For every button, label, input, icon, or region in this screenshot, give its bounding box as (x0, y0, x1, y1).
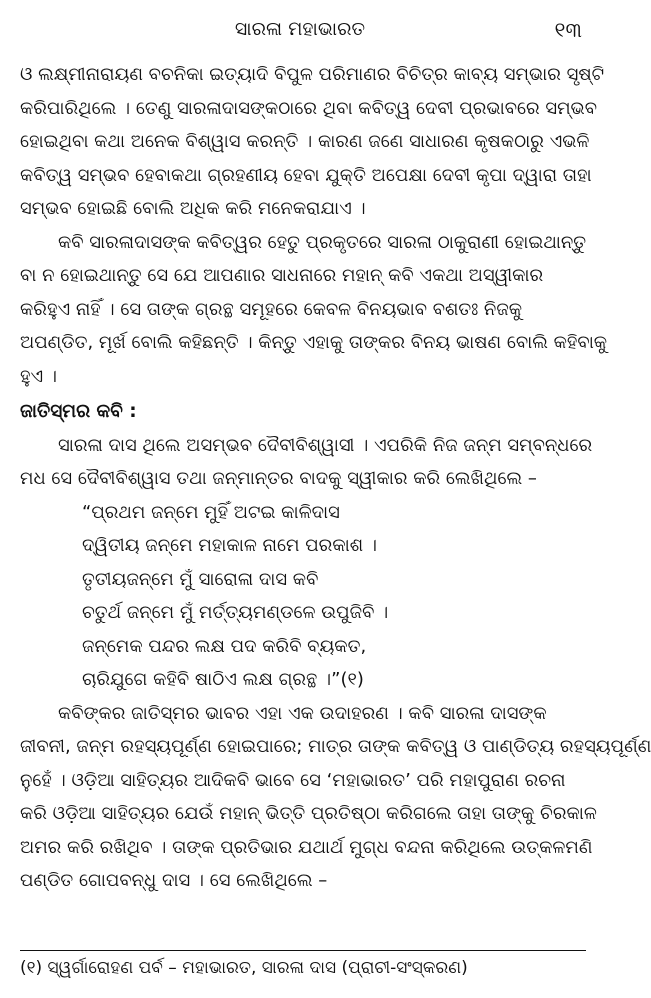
text-line: ମଧ ସେ ଦୈବୀବିଶ୍ୱାସ ତଥା ଜନ୍ମାନ୍ତର ବାଦକୁ ସ୍ୱୀକାର କରି ଲେଖିଥିଲେ – (20, 468, 537, 489)
text-line: ବା ନ ହୋଇଥାନ୍ତୁ ସେ ଯେ ଆପଣାର ସାଧନାରେ ମହାନ୍ କବି ଏକଥା ଅସ୍ୱୀକାର (20, 265, 544, 286)
footnote: (୧) ସ୍ୱର୍ଗାରୋହଣ ପର୍ବ – ମହାଭାରତ, ସାରଳା ଦାସ (ପ୍ରାଚୀ-ସଂସ୍କରଣ) (20, 958, 468, 978)
text-line: ପଣ୍ଡିତ ଗୋପବନ୍ଧୁ ଦାସ । ସେ ଲେଖିଥିଲେ – (20, 870, 328, 891)
verse-line: ଚତୁର୍ଥ ଜନ୍ମେ ମୁଁ ମର୍ତ୍ତ୍ୟମଣ୍ଡଳେ ଉପୁଜିବି । (82, 602, 389, 623)
text-line: କବିଙ୍କର ଜାତିସ୍ମର ଭାବର ଏହା ଏକ ଉଦାହରଣ । କବି ସାରଳା ଦାସଙ୍କ (58, 702, 547, 724)
text-line: କରିହୁଏ ନାହିଁ । ସେ ତାଙ୍କ ଗ୍ରନ୍ଥ ସମୂହରେ କେବଳ ବିନୟଭାବ ବଶତଃ ନିଜକୁ (20, 298, 523, 320)
text-line: ଅପଣ୍ଡିତ, ମୂର୍ଖ ବୋଲି କହିଛନ୍ତି । କିନ୍ତୁ ଏହାକୁ ତାଙ୍କର ବିନୟ ଭାଷଣ ବୋଲି କହିବାକୁ (20, 332, 608, 353)
text-line: ହୁଏ । (20, 365, 57, 387)
closing-paragraph (20, 697, 651, 898)
verse-line: ଦ୍ୱିତୀୟ ଜନ୍ମେ ମହାକାଳ ନାମେ ପରକାଶ । (82, 535, 377, 556)
text-line: ହୋଇଥିବା କଥା ଅନେକ ବିଶ୍ୱାସ କରନ୍ତି । କାରଣ ଜଣେ ସାଧାରଣ କୃଷକଠାରୁ ଏଭଳି (20, 131, 590, 152)
page-number: ୧୩ (554, 18, 582, 42)
verse-line: ତୃତୀୟଜନ୍ମେ ମୁଁ ସାରୋଳା ଦାସ କବି (82, 568, 319, 590)
paragraph-1 (20, 58, 605, 226)
verse-line: “ପ୍ରଥମ ଜନ୍ମେ ମୁହିଁ ଅଟଇ କାଳିଦାସ (82, 501, 340, 523)
running-title: ସାରଳା ମହାଭାରତ (234, 18, 366, 40)
footnote-divider (20, 950, 586, 951)
text-line: ନୁହେଁ । ଓଡ଼ିଆ ସାହିତ୍ୟର ଆଦିକବି ଭାବେ ସେ ‘ମହାଭାରତ’ ପରି ମହାପୁରାଣ ରଚନା (20, 769, 566, 791)
paragraph-2 (20, 226, 608, 394)
section-heading: ଜାତିସ୍ମର କବି : (20, 401, 137, 422)
verse-line: ଚାରିଯୁଗେ କହିବି ଷାଠିଏ ଲକ୍ଷ ଗ୍ରନ୍ଥ ।”(୧) (82, 669, 364, 690)
text-line: କବିତ୍ୱ ସମ୍ଭବ ହେବାକଥା ଗ୍ରହଣୀୟ ହେବା ଯୁକ୍ତି ଅପେକ୍ଷା ଦେବୀ କୃପା ଦ୍ୱାରା ତାହା (20, 164, 592, 186)
text-line: ଜୀବନୀ, ଜନ୍ମ ରହସ୍ୟପୂର୍ଣ୍ଣ ହୋଇପାରେ; ମାତ୍ର ତାଙ୍କ କବିତ୍ୱ ଓ ପାଣ୍ଡିତ୍ୟ ରହସ୍ୟପୂର୍ଣ୍ଣ (20, 736, 651, 757)
body-text (20, 58, 651, 898)
verse-quote (82, 496, 586, 697)
intro-paragraph (20, 429, 593, 496)
verse-line: ଜନ୍ମେକ ପନ୍ଦର ଲକ୍ଷ ପଦ କରିବି ବ୍ୟକତ, (82, 635, 367, 657)
text-line: ଓ ଲକ୍ଷ୍ମୀନାରାୟଣ ବଚନିକା ଇତ୍ୟାଦି ବିପୁଳ ପରିମାଣର ବିଚିତ୍ର କାବ୍ୟ ସମ୍ଭାର ସୃଷ୍ଟି (20, 64, 605, 85)
text-line: ସାରଳା ଦାସ ଥିଲେ ଅସମ୍ଭବ ଦୈବୀବିଶ୍ୱାସୀ । ଏପରିକି ନିଜ ଜନ୍ମ ସମ୍ବନ୍ଧରେ (58, 434, 593, 456)
text-line: କରିପାରିଥିଲେ । ତେଣୁ ସାରଳାଦାସଙ୍କଠାରେ ଥିବା କବିତ୍ୱ ଦେବୀ ପ୍ରଭାବରେ ସମ୍ଭବ (20, 97, 598, 119)
text-line: ଅମର କରି ରଖିଥିବ । ତାଙ୍କ ପ୍ରତିଭାର ଯଥାର୍ଥ ମୁଗ୍ଧ ବନ୍ଦନା କରିଥିଲେ ଉତ୍କଳମଣି (20, 836, 593, 858)
page-header (0, 18, 600, 48)
text-line: ସମ୍ଭବ ହୋଇଛି ବୋଲି ଅଧିକ କରି ମନେକରାଯାଏ । (20, 198, 366, 219)
text-line: କରି ଓଡ଼ିଆ ସାହିତ୍ୟର ଯେଉଁ ମହାନ୍ ଭିତ୍ତି ପ୍ରତିଷ୍ଠା କରିଗଲେ ତାହା ତାଙ୍କୁ ଚିରକାଳ (20, 803, 597, 824)
text-line: କବି ସାରଳାଦାସଙ୍କ କବିତ୍ୱର ହେତୁ ପ୍ରକୃତରେ ସାରଳା ଠାକୁରାଣୀ ହୋଇଥାନ୍ତୁ (58, 231, 587, 253)
